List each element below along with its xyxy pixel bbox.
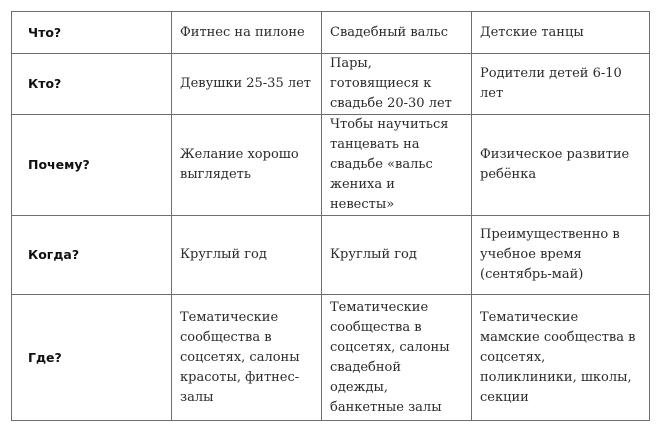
cell-kids-dance-when: Преимущественно в учебное время (сентябрь-май)	[472, 216, 650, 295]
cell-wedding-waltz-what: Свадебный вальс	[322, 12, 472, 54]
row-header-when: Когда?	[12, 216, 172, 295]
cell-kids-dance-why: Физическое развитие ребёнка	[472, 115, 650, 216]
table-row-why	[12, 115, 650, 216]
cell-wedding-waltz-why: Чтобы научиться танцевать на свадьбе «вальс жениха и невесты»	[322, 115, 472, 216]
cell-kids-dance-who: Родители детей 6-10 лет	[472, 54, 650, 115]
table-row-who	[12, 54, 650, 115]
cell-pole-fitness-who: Девушки 25-35 лет	[172, 54, 322, 115]
cell-wedding-waltz-who: Пары, готовящиеся к свадьбе 20-30 лет	[322, 54, 472, 115]
row-header-why: Почему?	[12, 115, 172, 216]
cell-pole-fitness-what: Фитнес на пилоне	[172, 12, 322, 54]
table-row-what	[12, 12, 650, 54]
comparison-table	[11, 11, 650, 421]
cell-pole-fitness-when: Круглый год	[172, 216, 322, 295]
table-row-where	[12, 295, 650, 421]
row-header-where: Где?	[12, 295, 172, 421]
cell-wedding-waltz-where: Тематические сообщества в соцсетях, салоны свадебной одежды, банкетные залы	[322, 295, 472, 421]
cell-wedding-waltz-when: Круглый год	[322, 216, 472, 295]
cell-pole-fitness-where: Тематические сообщества в соцсетях, салоны красоты, фитнес-залы	[172, 295, 322, 421]
row-header-what: Что?	[12, 12, 172, 54]
row-header-who: Кто?	[12, 54, 172, 115]
cell-pole-fitness-why: Желание хорошо выглядеть	[172, 115, 322, 216]
table-row-when	[12, 216, 650, 295]
cell-kids-dance-where: Тематические мамские сообщества в соцсетях, поликлиники, школы, секции	[472, 295, 650, 421]
cell-kids-dance-what: Детские танцы	[472, 12, 650, 54]
